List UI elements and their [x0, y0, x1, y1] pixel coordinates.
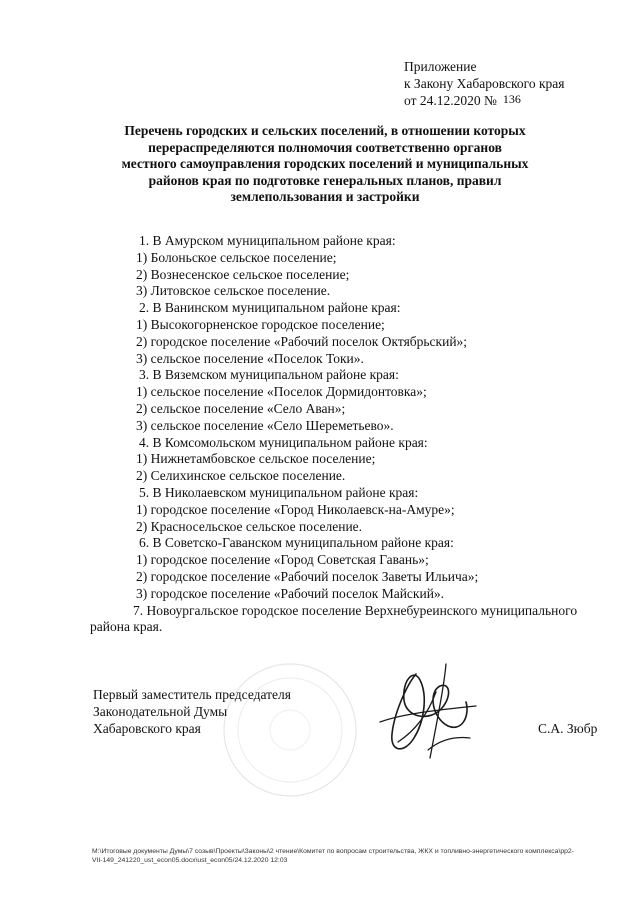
- list-item: 2) сельское поселение «Село Аван»;: [136, 400, 346, 416]
- appendix-label: Приложение: [404, 59, 477, 74]
- appendix-law: к Закону Хабаровского края: [404, 76, 565, 91]
- list-item: 3) сельское поселение «Село Шереметьево».: [136, 417, 394, 433]
- footer-line: VII-149_241220_ust_econ05.docx\ust_econ05/24.12.2020 12:03: [92, 856, 288, 864]
- title-line: перераспределяются полномочия соответственно органов: [148, 139, 502, 155]
- list-item: 3) Литовское сельское поселение.: [136, 283, 331, 299]
- list-item: 2) Красносельское сельское поселение.: [136, 518, 363, 534]
- settlement-list: [90, 233, 603, 636]
- list-item: 1) Болоньское сельское поселение;: [136, 249, 337, 265]
- list-item-7-cont: района края.: [90, 619, 163, 635]
- list-item: 1) городское поселение «Город Николаевск-на-Амуре»;: [136, 501, 455, 517]
- title-line: местного самоуправления городских поселений и муниципальных: [121, 156, 529, 171]
- signer-name: С.А. Зюбр: [538, 721, 598, 736]
- list-item: 3) сельское поселение «Поселок Токи».: [136, 350, 364, 366]
- signer-position: Первый заместитель председателя: [93, 687, 291, 702]
- appendix-number: 136: [502, 92, 521, 106]
- list-section-heading: 5. В Николаевском муниципальном районе края:: [139, 484, 419, 500]
- title-line: землепользования и застройки: [230, 189, 420, 204]
- signer-organization: Законодательной Думы: [93, 704, 228, 719]
- list-item: 2) Селихинское сельское поселение.: [136, 468, 346, 484]
- list-item: 1) сельское поселение «Поселок Дормидонтовка»;: [136, 384, 427, 400]
- list-item: 2) городское поселение «Рабочий поселок Октябрьский»;: [136, 333, 468, 349]
- list-item: 1) Высокогорненское городское поселение;: [136, 316, 385, 332]
- list-section-heading: 3. В Вяземском муниципальном районе края:: [139, 367, 399, 383]
- list-item: 2) Вознесенское сельское поселение;: [136, 266, 350, 282]
- title-line: районов края по подготовке генеральных планов, правил: [148, 172, 502, 188]
- list-item: 2) городское поселение «Рабочий поселок Заветы Ильича»;: [136, 568, 479, 584]
- list-section-heading: 2. В Ванинском муниципальном районе края:: [139, 300, 401, 316]
- title-line: Перечень городских и сельских поселений, в отношении которых: [124, 123, 526, 138]
- appendix-header: [404, 58, 565, 110]
- list-section-heading: 4. В Комсомольском муниципальном районе края:: [139, 434, 428, 450]
- list-item: 1) городское поселение «Город Советская Гавань»;: [136, 552, 429, 568]
- appendix-date-line: [404, 92, 565, 110]
- signature-image: [358, 656, 508, 766]
- list-item: 3) городское поселение «Рабочий поселок Майский».: [136, 585, 445, 601]
- signer-region: Хабаровского края: [93, 721, 201, 736]
- list-section-heading: 6. В Советско-Гаванском муниципальном районе края:: [139, 535, 454, 551]
- appendix-date: от 24.12.2020 №: [404, 93, 497, 108]
- footer-line: M:\Итоговые документы Думы\7 созыв\Проекты\Законы\2 чтение\Комитет по вопросам строительства, ЖКХ и топливно-энергетического комплекса\pp2-: [92, 848, 574, 855]
- file-path-footer: [92, 848, 612, 865]
- document-title: [120, 123, 530, 206]
- list-item-7: 7. Новоургальское городское поселение Верхнебуреинского муниципального: [133, 602, 578, 618]
- list-item: 1) Нижнетамбовское сельское поселение;: [136, 451, 376, 467]
- signer-block: [93, 686, 291, 737]
- list-section-heading: 1. В Амурском муниципальном районе края:: [139, 233, 396, 248]
